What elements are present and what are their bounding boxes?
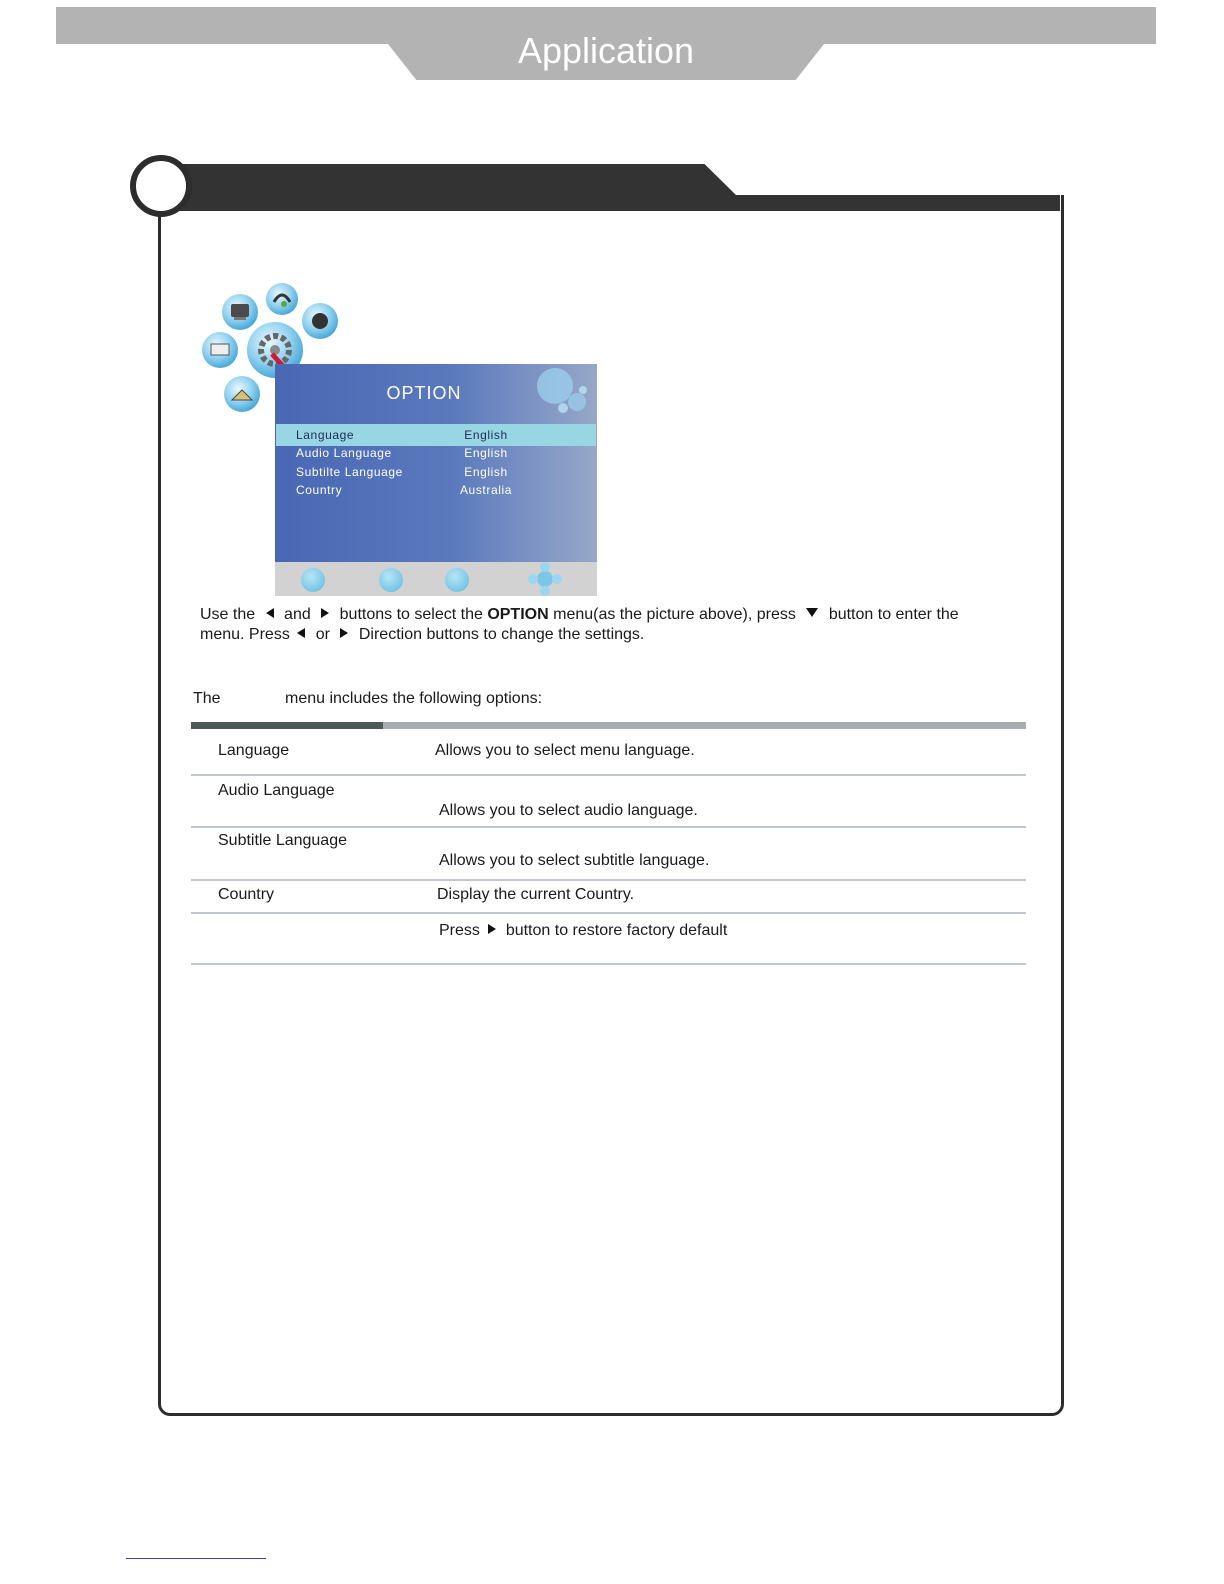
- table-divider: [191, 879, 1026, 881]
- ok-button-icon: [445, 568, 469, 592]
- table-row-name: Audio Language: [218, 782, 335, 799]
- table-divider: [191, 912, 1026, 914]
- table-divider: [191, 826, 1026, 828]
- section-circle-marker: [130, 155, 192, 217]
- picture-icon: [222, 294, 258, 330]
- osd-row-value: English: [464, 428, 508, 442]
- osd-row-value: Australia: [459, 483, 513, 497]
- page-title: Application: [517, 30, 695, 71]
- right-arrow-icon: [321, 608, 329, 618]
- press-text: Press: [439, 922, 480, 939]
- table-divider: [191, 774, 1026, 776]
- osd-footer: [275, 562, 597, 596]
- instruction-text: or: [315, 626, 330, 643]
- instruction-text: and: [284, 606, 311, 623]
- table-row-name: Subtitle Language: [218, 832, 347, 849]
- restore-text: button to restore factory default: [505, 922, 728, 939]
- instruction-paragraph: [200, 605, 1020, 645]
- instruction-text: menu(as the picture above), press: [553, 606, 796, 623]
- osd-title: OPTION: [386, 383, 462, 403]
- instruction-text: Use the: [200, 606, 256, 623]
- table-row-name: Country: [218, 886, 275, 903]
- osd-row-country[interactable]: [276, 479, 596, 501]
- down-arrow-icon: [806, 608, 818, 617]
- table-row-name: Language: [218, 742, 290, 759]
- osd-row-label: Language: [296, 428, 355, 442]
- bubbles-decoration-icon: [533, 366, 593, 418]
- option-keyword: OPTION: [487, 606, 549, 623]
- table-top-rule-accent: [191, 722, 383, 729]
- left-arrow-icon: [297, 628, 305, 638]
- menu-button-icon: [301, 568, 325, 592]
- option-menu-screenshot: [275, 364, 597, 596]
- lock-icon: [224, 376, 260, 412]
- instruction-text: buttons to select the: [339, 606, 483, 623]
- table-row-description: Display the current Country.: [437, 886, 635, 903]
- table-row-description: Allows you to select menu language.: [435, 742, 695, 759]
- table-row-description: Allows you to select audio language.: [439, 802, 698, 819]
- intro-suffix: menu includes the following options:: [285, 690, 543, 707]
- exit-button-icon: [379, 568, 403, 592]
- table-row-description: Allows you to select subtitle language.: [439, 852, 710, 869]
- left-arrow-icon: [266, 608, 274, 618]
- sound-icon: [266, 283, 298, 315]
- osd-row-label: Country: [296, 483, 343, 497]
- instruction-text: menu. Press: [200, 626, 290, 643]
- direction-pad-icon: [527, 562, 563, 596]
- right-arrow-icon: [340, 628, 348, 638]
- time-icon: [202, 332, 238, 368]
- instruction-text: Direction buttons to change the settings.: [358, 626, 645, 643]
- channel-icon: [302, 303, 338, 339]
- osd-row-label: Subtilte Language: [296, 465, 403, 479]
- table-row-description: [439, 921, 727, 941]
- footer-underline: [126, 1558, 266, 1559]
- table-divider: [191, 963, 1026, 965]
- osd-row-label: Audio Language: [296, 446, 392, 460]
- osd-row-value: English: [464, 465, 508, 479]
- osd-row-value: English: [464, 446, 508, 460]
- right-arrow-icon: [488, 924, 496, 934]
- section-tab: [160, 164, 1060, 211]
- instruction-text: button to enter the: [828, 606, 959, 623]
- intro-prefix: The: [193, 690, 221, 707]
